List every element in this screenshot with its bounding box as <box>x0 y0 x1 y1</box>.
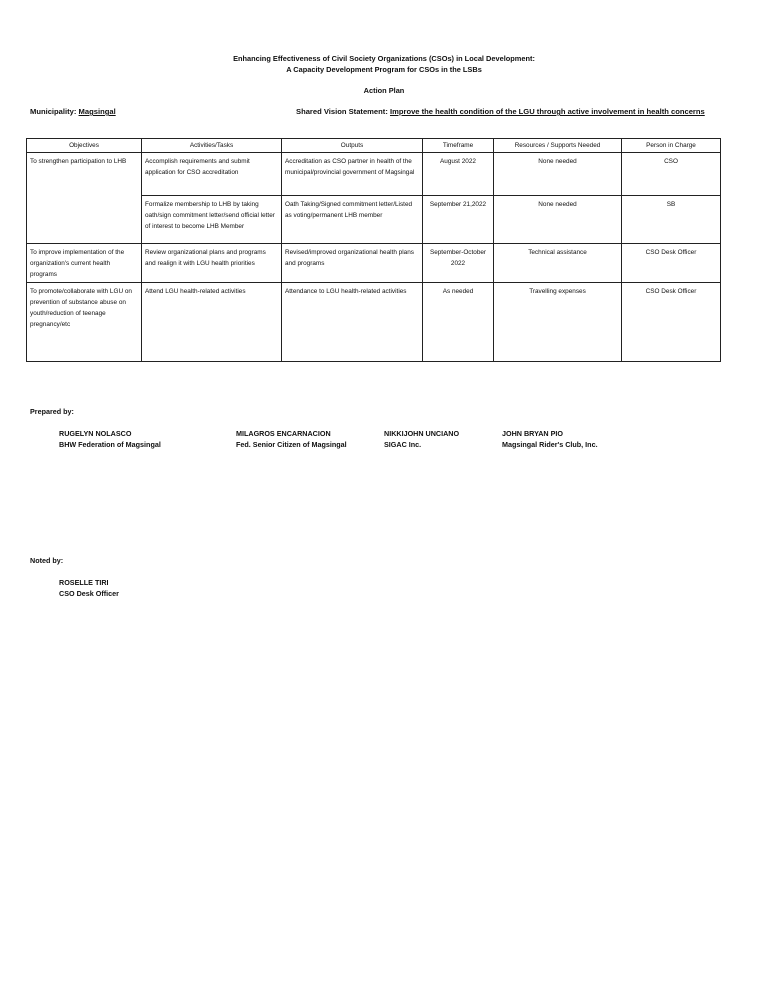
objective-cell: To promote/collaborate with LGU on prevention of substance abuse on youth/reduction of teenage pregnancy/etc <box>27 283 142 362</box>
output-cell: Attendance to LGU health-related activities <box>282 283 423 362</box>
table-header-row <box>27 139 721 153</box>
document-title: Enhancing Effectiveness of Civil Society Organizations (CSOs) in Local Development: <box>233 54 535 63</box>
column-header: Outputs <box>282 139 423 153</box>
action-plan-table <box>26 138 721 362</box>
action-plan-heading: Action Plan <box>363 86 405 95</box>
person-cell: CSO Desk Officer <box>622 283 721 362</box>
signatory-org: BHW Federation of Magsingal <box>59 440 161 449</box>
column-header: Objectives <box>27 139 142 153</box>
resources-cell: Technical assistance <box>494 244 622 283</box>
column-header: Activities/Tasks <box>142 139 282 153</box>
column-header: Person in Charge <box>622 139 721 153</box>
signatory-org: Fed. Senior Citizen of Magsingal <box>236 440 347 449</box>
person-cell: CSO Desk Officer <box>622 244 721 283</box>
timeframe-cell: September-October 2022 <box>423 244 494 283</box>
output-cell: Accreditation as CSO partner in health of the municipal/provincial government of Magsingal <box>282 153 423 196</box>
objective-cell: To strengthen participation to LHB <box>27 153 142 244</box>
person-cell: SB <box>622 196 721 244</box>
table-row <box>27 153 721 196</box>
municipality-label: Municipality: <box>30 107 77 116</box>
signatory-block <box>236 428 347 450</box>
table-row <box>27 283 721 362</box>
activity-cell: Formalize membership to LHB by taking oath/sign commitment letter/send official letter of interest to become LHB Member <box>142 196 282 244</box>
activity-cell: Attend LGU health-related activities <box>142 283 282 362</box>
signatory-org: SIGAC Inc. <box>384 440 422 449</box>
vision-value: Improve the health condition of the LGU through active involvement in health concerns <box>389 107 705 116</box>
person-cell: CSO <box>622 153 721 196</box>
objective-cell: To improve implementation of the organization's current health programs <box>27 244 142 283</box>
noted-signatory-block <box>59 577 119 599</box>
municipality-line <box>30 107 116 116</box>
signatory-org: Magsingal Rider's Club, Inc. <box>502 440 598 449</box>
signatory-name: NIKKIJOHN UNCIANO <box>384 429 460 438</box>
noted-by-label: Noted by: <box>30 556 64 565</box>
prepared-by-label: Prepared by: <box>30 407 74 416</box>
vision-label: Shared Vision Statement: <box>296 107 388 116</box>
resources-cell: Travelling expenses <box>494 283 622 362</box>
noted-name: ROSELLE TIRI <box>59 578 109 587</box>
resources-cell: None needed <box>494 153 622 196</box>
signatory-block <box>59 428 161 450</box>
timeframe-cell: As needed <box>423 283 494 362</box>
resources-cell: None needed <box>494 196 622 244</box>
output-cell: Oath Taking/Signed commitment letter/Listed as voting/permanent LHB member <box>282 196 423 244</box>
column-header: Resources / Supports Needed <box>494 139 622 153</box>
signatory-name: JOHN BRYAN PIO <box>502 429 563 438</box>
column-header: Timeframe <box>423 139 494 153</box>
noted-position: CSO Desk Officer <box>59 589 119 598</box>
activity-cell: Accomplish requirements and submit application for CSO accreditation <box>142 153 282 196</box>
signatory-name: MILAGROS ENCARNACION <box>236 429 331 438</box>
signatory-name: RUGELYN NOLASCO <box>59 429 132 438</box>
activity-cell: Review organizational plans and programs and realign it with LGU health priorities <box>142 244 282 283</box>
municipality-value: Magsingal <box>78 107 116 116</box>
table-row <box>27 244 721 283</box>
document-subtitle: A Capacity Development Program for CSOs in the LSBs <box>286 65 482 74</box>
timeframe-cell: August 2022 <box>423 153 494 196</box>
signatory-block <box>384 428 459 450</box>
vision-statement-line <box>296 107 705 116</box>
signatory-block <box>502 428 598 450</box>
output-cell: Revised/improved organizational health plans and programs <box>282 244 423 283</box>
timeframe-cell: September 21,2022 <box>423 196 494 244</box>
